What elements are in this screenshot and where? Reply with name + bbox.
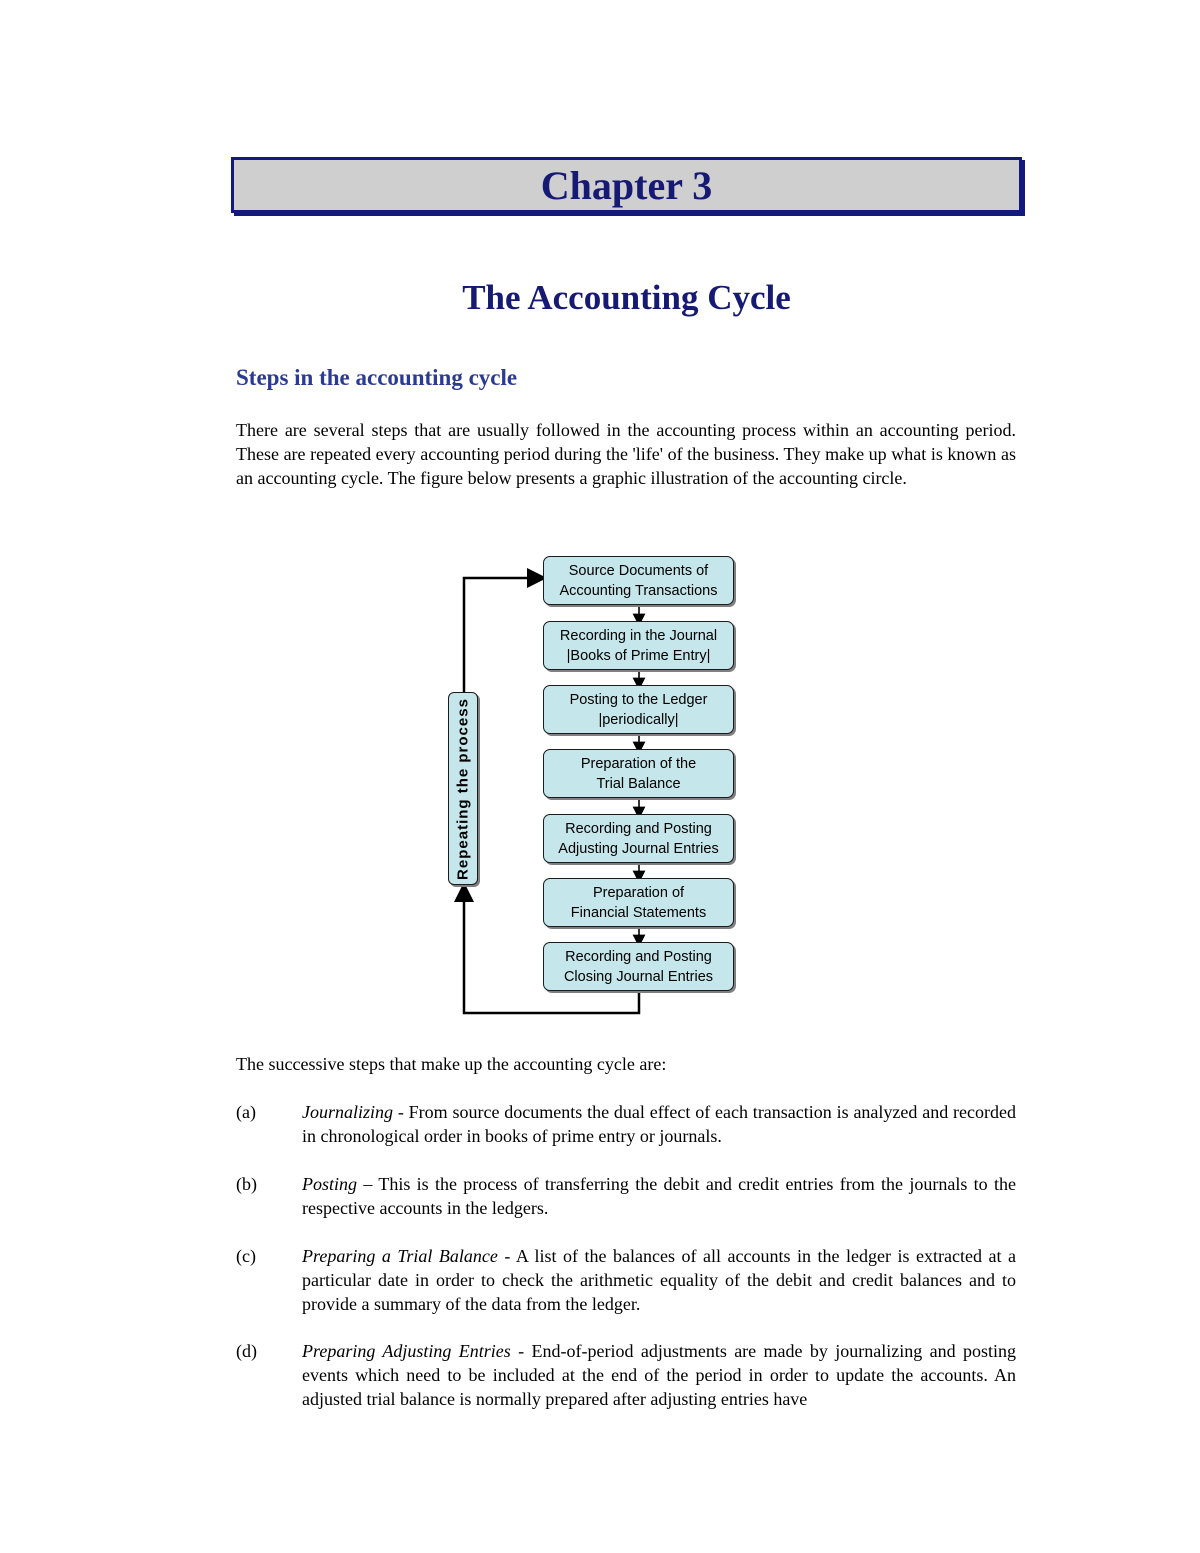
page-title: The Accounting Cycle xyxy=(462,278,791,317)
list-item-term: Posting xyxy=(302,1174,358,1194)
step-recording-journal: Recording in the Journal |Books of Prime Entry| xyxy=(543,621,734,670)
list-item-text: - A list of the balances of all accounts in the ledger is extracted at a particular date in order to check the arithmetic equality of the debit and credit balances and to provide a summary of the data from the ledger. xyxy=(302,1246,1017,1314)
list-item-term: Journalizing xyxy=(302,1102,394,1122)
list-item-text: - End-of-period adjustments are made by journalizing and posting events which need to be included at the end of the period in order to update the accounts. An adjusted trial balance is normally prepared after adjusting entries have xyxy=(302,1341,1016,1409)
chapter-label: Chapter 3 xyxy=(540,162,713,208)
repeat-process-label: Repeating the process xyxy=(454,697,472,880)
list-item-term: Preparing a Trial Balance xyxy=(302,1246,498,1266)
step-financial-statements: Preparation of Financial Statements xyxy=(543,878,734,927)
step-posting-ledger: Posting to the Ledger |periodically| xyxy=(543,685,734,734)
step-source-documents: Source Documents of Accounting Transactions xyxy=(543,556,734,605)
list-item-label: (a) xyxy=(236,1102,256,1122)
step-trial-balance: Preparation of the Trial Balance xyxy=(543,749,734,798)
list-item-text: – This is the process of transferring the debit and credit entries from the journals to the respective accounts in the ledgers. xyxy=(302,1174,1016,1218)
list-item-label: (c) xyxy=(236,1246,256,1266)
list-item-label: (d) xyxy=(236,1341,257,1361)
list-item-text: - From source documents the dual effect of each transaction is analyzed and recorded in chronological order in books of prime entry or journals. xyxy=(302,1102,1016,1146)
intro-paragraph: There are several steps that are usually followed in the accounting process within an accounting period. These are repeated every accounting period during the 'life' of the business. They make up what is known as an accounting cycle. The figure below presents a graphic illustration of the accounting circle. xyxy=(236,420,1016,488)
step-adjusting-entries: Recording and Posting Adjusting Journal Entries xyxy=(543,814,734,863)
list-item-term: Preparing Adjusting Entries xyxy=(302,1341,511,1361)
steps-lead-text: The successive steps that make up the accounting cycle are: xyxy=(236,1054,667,1074)
step-closing-entries: Recording and Posting Closing Journal Entries xyxy=(543,942,734,991)
loop-top-line xyxy=(464,578,537,692)
section-heading: Steps in the accounting cycle xyxy=(236,365,518,390)
repeat-process-box xyxy=(448,692,478,885)
list-item-label: (b) xyxy=(236,1174,257,1194)
